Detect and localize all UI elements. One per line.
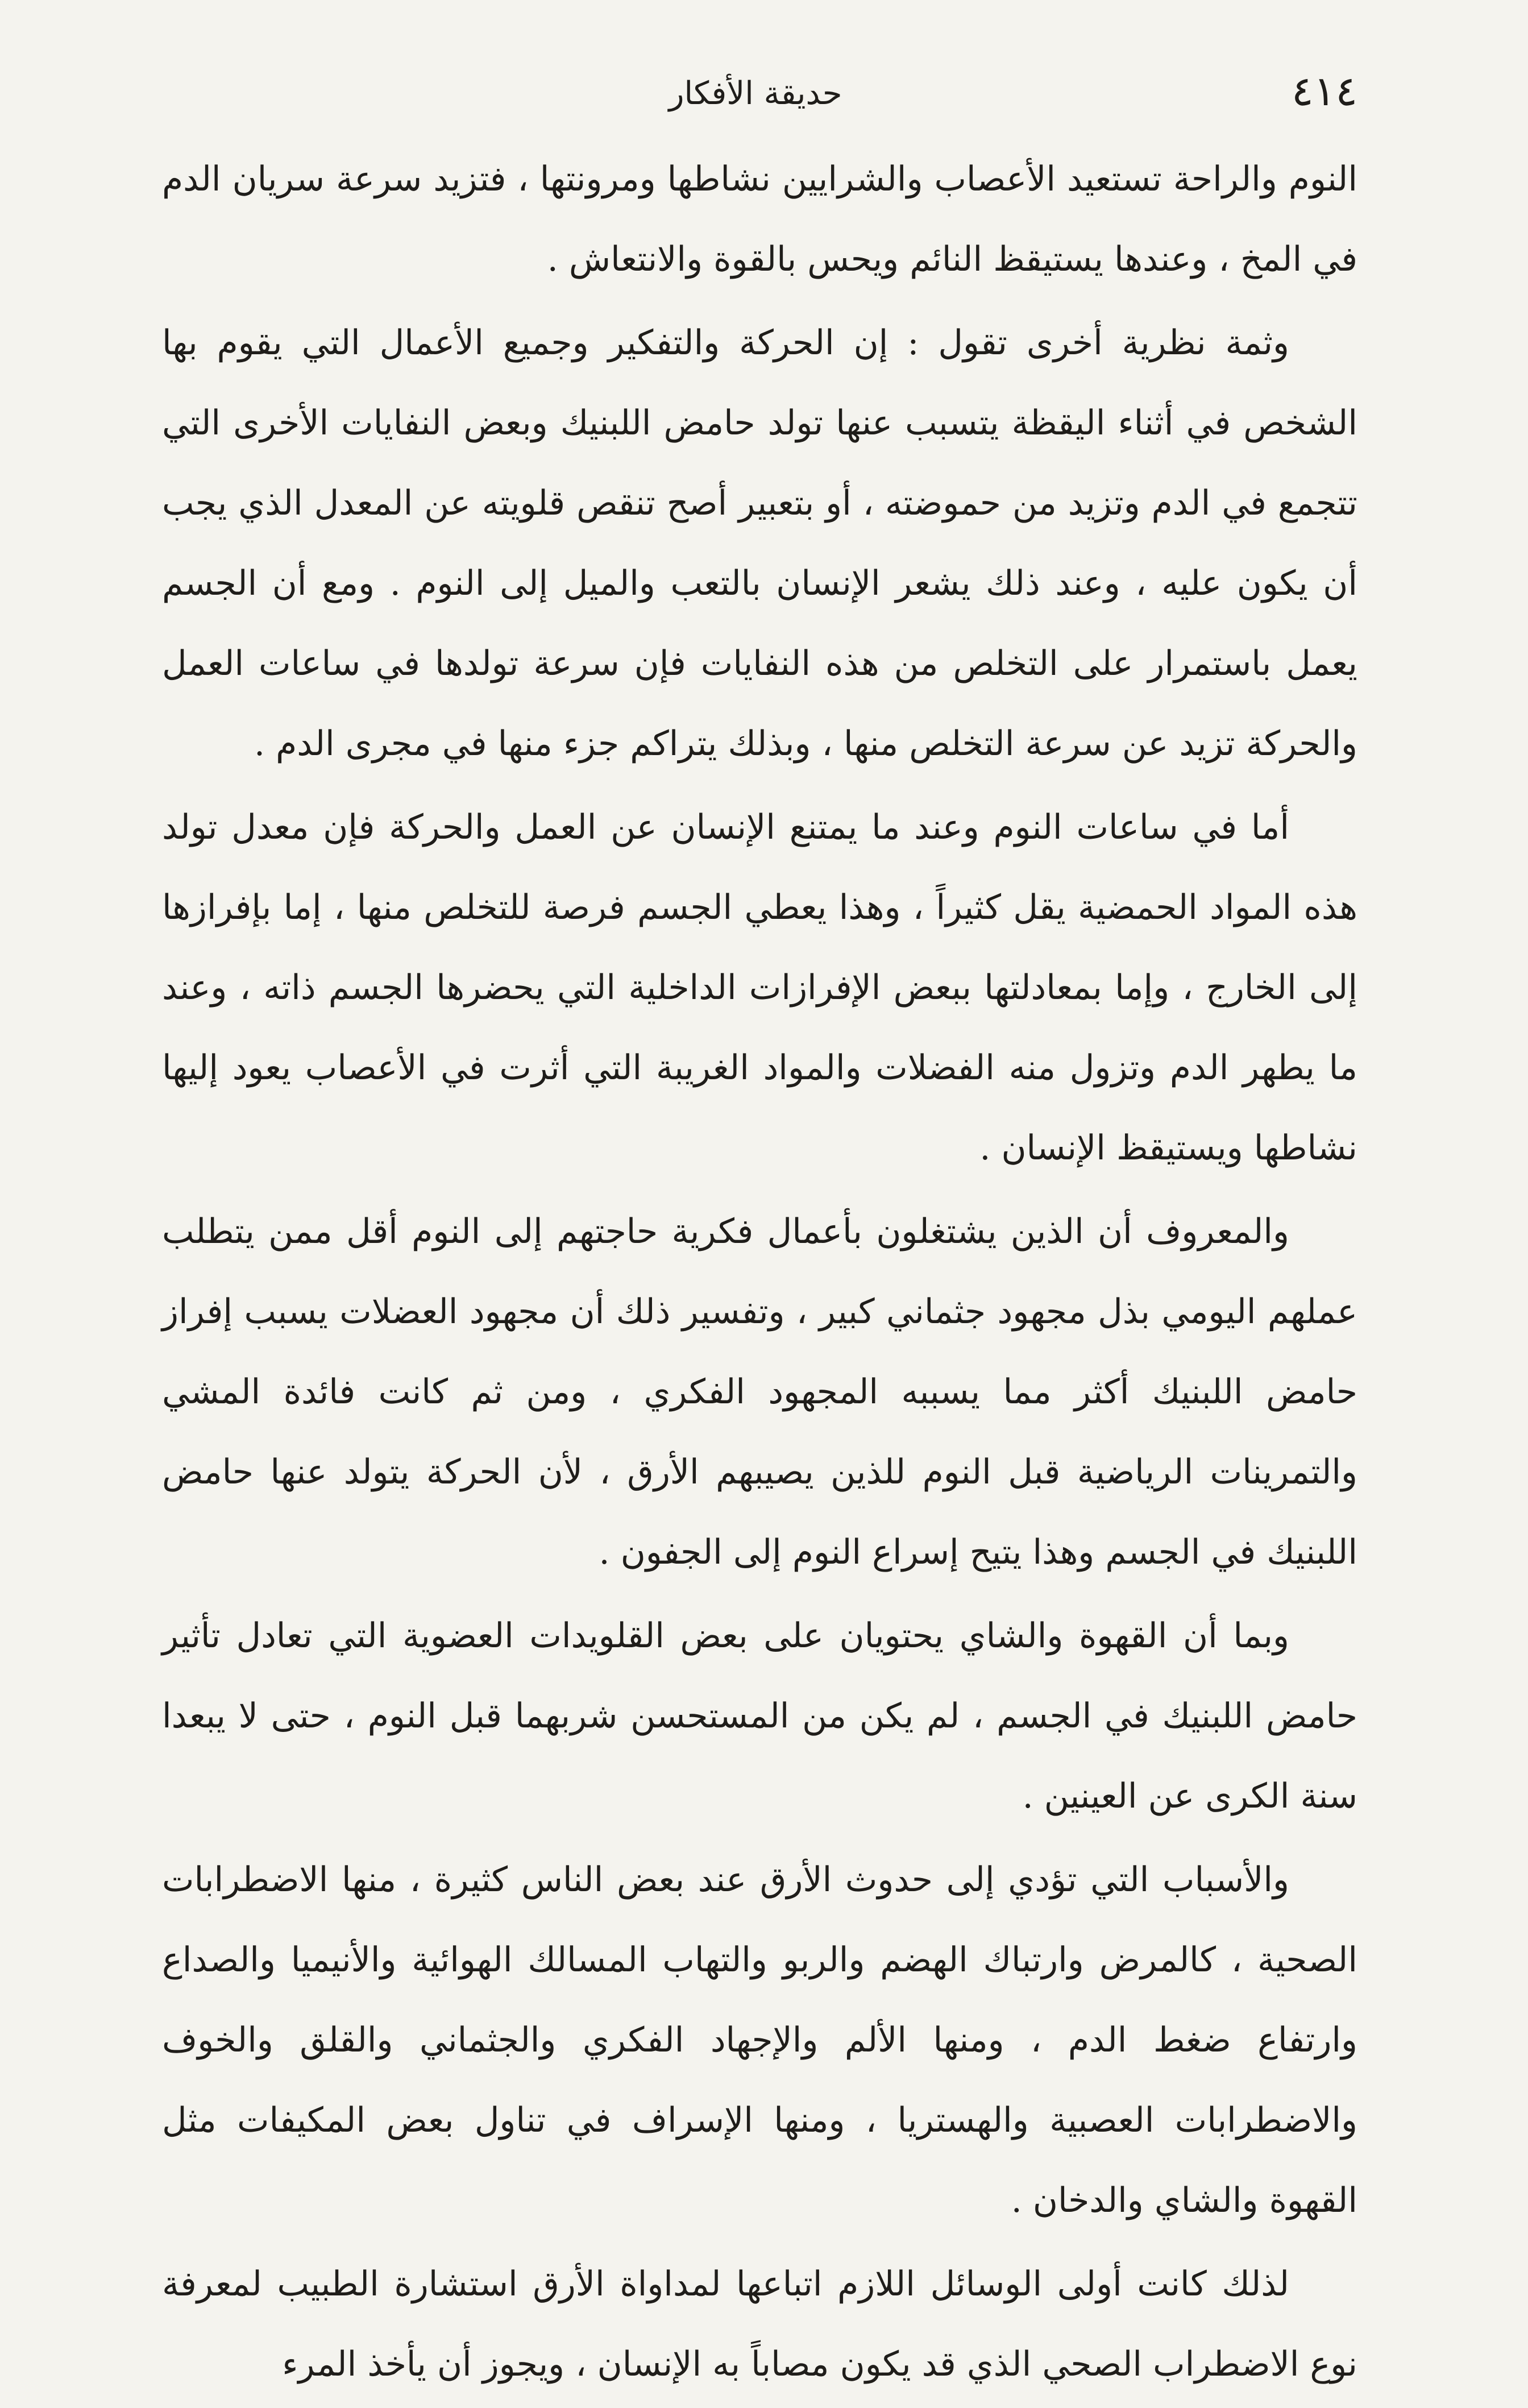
- paragraph: وثمة نظرية أخرى تقول : إن الحركة والتفكير وجميع الأعمال التي يقوم بها الشخص في أثناء اليقظة يتسبب عنها تولد حامض اللبنيك وبعض النفايات الأخرى التي تتجمع في الدم وتزيد من حموضته ، أو بتعبير أصح تنقص قلويته عن المعدل الذي يجب أن يكون عليه ، وعند ذلك يشعر الإنسان بالتعب والميل إلى النوم . ومع أن الجسم يعمل باستمرار على التخلص من هذه النفايات فإن سرعة تولدها في ساعات العمل والحركة تزيد عن سرعة التخلص منها ، وبذلك يتراكم جزء منها في مجرى الدم .: [162, 323, 1357, 764]
- paragraph: النوم والراحة تستعيد الأعصاب والشرايين نشاطها ومرونتها ، فتزيد سرعة سريان الدم في المخ ، وعندها يستيقظ النائم ويحس بالقوة والانتعاش .: [162, 159, 1357, 279]
- paragraph: وبما أن القهوة والشاي يحتويان على بعض القلويدات العضوية التي تعادل تأثير حامض اللبنيك في الجسم ، لم يكن من المستحسن شربهما قبل النوم ، حتى لا يبعدا سنة الكرى عن العينين .: [162, 1616, 1357, 1816]
- body-text: [162, 139, 1357, 2408]
- paragraph: لذلك كانت أولى الوسائل اللازم اتباعها لمداواة الأرق استشارة الطبيب لمعرفة نوع الاضطراب الصحي الذي قد يكون مصاباً به الإنسان ، ويجوز أن يأخذ المرء: [162, 2264, 1357, 2384]
- paragraph: أما في ساعات النوم وعند ما يمتنع الإنسان عن العمل والحركة فإن معدل تولد هذه المواد الحمضية يقل كثيراً ، وهذا يعطي الجسم فرصة للتخلص منها ، إما بإفرازها إلى الخارج ، وإما بمعادلتها ببعض الإفرازات الداخلية التي يحضرها الجسم ذاته ، وعند ما يطهر الدم وتزول منه الفضلات والمواد الغريبة التي أثرت في الأعصاب يعود إليها نشاطها ويستيقظ الإنسان .: [162, 807, 1357, 1168]
- paragraph: والأسباب التي تؤدي إلى حدوث الأرق عند بعض الناس كثيرة ، منها الاضطرابات الصحية ، كالمرض وارتباك الهضم والربو والتهاب المسالك الهوائية والأنيميا والصداع وارتفاع ضغط الدم ، ومنها الألم والإجهاد الفكري والجثماني والقلق والخوف والاضطرابات العصبية والهستريا ، ومنها الإسراف في تناول بعض المكيفات مثل القهوة والشاي والدخان .: [162, 1860, 1357, 2220]
- page-header: [153, 63, 1357, 119]
- page-number: ٤١٤: [1291, 67, 1357, 115]
- running-title: حديقة الأفكار: [668, 75, 842, 112]
- paragraph: والمعروف أن الذين يشتغلون بأعمال فكرية حاجتهم إلى النوم أقل ممن يتطلب عملهم اليومي بذل مجهود جثماني كبير ، وتفسير ذلك أن مجهود العضلات يسبب إفراز حامض اللبنيك أكثر مما يسببه المجهود الفكري ، ومن ثم كانت فائدة المشي والتمرينات الرياضية قبل النوم للذين يصيبهم الأرق ، لأن الحركة يتولد عنها حامض اللبنيك في الجسم وهذا يتيح إسراع النوم إلى الجفون .: [162, 1212, 1357, 1572]
